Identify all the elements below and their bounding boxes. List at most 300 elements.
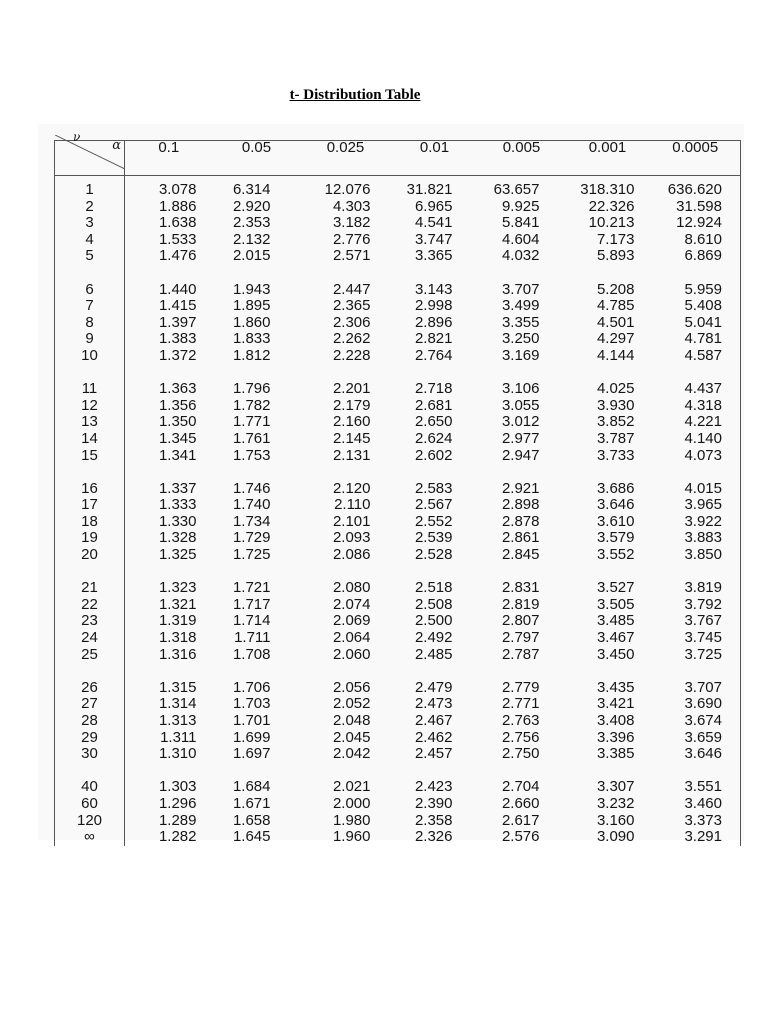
degrees-of-freedom-cell: 30 [55,746,125,763]
table-row [55,597,741,614]
critical-value-cell: 3.707 [651,680,741,697]
critical-value-cell: 2.131 [332,446,371,464]
critical-value-cell: 2.353 [232,214,271,232]
critical-value-cell: 3.435 [596,678,635,696]
critical-value-cell: 12.924 [651,215,741,232]
critical-value-cell: 318.310 [580,181,635,198]
critical-value-cell: 2.492 [414,629,453,647]
critical-value-cell: 3.291 [651,829,741,846]
critical-value-cell: 2.528 [414,546,453,564]
critical-value-cell: 31.821 [406,181,453,198]
critical-value-cell: 4.303 [332,197,371,215]
degrees-of-freedom-cell: 16 [55,481,125,498]
critical-value-cell: 2.921 [501,479,540,497]
table-row [55,282,741,299]
table-row [55,613,741,630]
table-row [55,176,741,199]
critical-value-cell: 2.776 [332,230,371,248]
critical-value-cell: 1.321 [158,595,197,613]
critical-value-cell: 3.485 [596,612,635,630]
degrees-of-freedom-cell: 14 [55,431,125,448]
critical-value-cell: 5.841 [501,214,540,232]
critical-value-cell: 1.717 [232,595,271,613]
table-body [55,176,741,846]
critical-value-cell: 3.232 [596,794,635,812]
critical-value-cell: 4.015 [651,481,741,498]
critical-value-cell: 3.355 [501,313,540,331]
critical-value-cell: 1.771 [232,413,271,431]
critical-value-cell: 2.423 [414,778,453,796]
critical-value-cell: 2.763 [501,712,540,729]
critical-value-cell: 3.307 [596,778,635,796]
critical-value-cell: 2.306 [332,313,371,331]
degrees-of-freedom-cell: 17 [55,497,125,514]
degrees-of-freedom-cell: 4 [55,232,125,249]
critical-value-cell: 1.383 [158,330,197,348]
critical-value-cell: 3.745 [651,630,741,647]
table-row [55,730,741,747]
critical-value-cell: 3.078 [158,181,197,198]
critical-value-cell: 4.297 [596,330,635,348]
critical-value-cell: 2.756 [501,728,540,746]
table-row [55,647,741,664]
critical-value-cell: 1.812 [232,346,271,364]
critical-value-cell: 3.787 [596,429,635,447]
critical-value-cell: 3.385 [596,745,635,763]
critical-value-cell: 2.021 [332,778,371,796]
table-row [55,414,741,431]
degrees-of-freedom-cell: 25 [55,647,125,664]
critical-value-cell: 2.390 [414,794,453,812]
table-row [55,497,741,514]
critical-value-cell: 2.878 [501,512,540,530]
degrees-of-freedom-cell: 22 [55,597,125,614]
critical-value-cell: 4.032 [501,247,540,265]
critical-value-cell: 7.173 [596,230,635,248]
critical-value-cell: 1.860 [232,313,271,331]
degrees-of-freedom-cell: 23 [55,613,125,630]
critical-value-cell: 2.797 [501,629,540,647]
critical-value-cell: 2.145 [332,429,371,447]
critical-value-cell: 3.055 [501,396,540,414]
critical-value-cell: 3.646 [596,496,635,514]
critical-value-cell: 22.326 [588,197,635,215]
critical-value-cell: 1.313 [158,712,197,729]
degrees-of-freedom-cell: 2 [55,199,125,216]
degrees-of-freedom-cell: 15 [55,448,125,465]
table-row [55,215,741,232]
group-spacer-row [55,663,741,680]
degrees-of-freedom-cell: 26 [55,680,125,697]
critical-value-cell: 4.221 [651,414,741,431]
table-row [55,514,741,531]
critical-value-cell: 1.782 [232,396,271,414]
critical-value-cell: 1.315 [158,678,197,696]
critical-value-cell: 5.893 [596,247,635,265]
critical-value-cell: 2.201 [332,380,371,398]
critical-value-cell: 3.725 [651,647,741,664]
critical-value-cell: 3.143 [414,280,453,298]
table-row [55,315,741,332]
alpha-header: 0.01 [391,135,479,170]
critical-value-cell: 3.610 [596,512,635,530]
critical-value-cell: 1.341 [158,446,197,464]
critical-value-cell: 3.965 [651,497,741,514]
critical-value-cell: 2.602 [414,446,453,464]
critical-value-cell: 2.052 [332,695,371,713]
critical-value-cell: 3.674 [651,713,741,730]
critical-value-cell: 1.684 [232,778,271,796]
critical-value-cell: 1.761 [232,429,271,447]
critical-value-cell: 2.861 [501,529,540,547]
table-row [55,348,741,365]
critical-value-cell: 1.701 [232,712,271,729]
critical-value-cell: 2.000 [332,794,371,812]
critical-value-cell: 3.819 [651,580,741,597]
table-row [55,199,741,216]
critical-value-cell: 3.852 [596,413,635,431]
critical-value-cell: 2.571 [332,247,371,265]
critical-value-cell: 1.706 [232,678,271,696]
critical-value-cell: 2.552 [414,512,453,530]
critical-value-cell: 1.282 [158,828,197,846]
critical-value-cell: 3.646 [651,746,741,763]
critical-value-cell: 4.318 [651,398,741,415]
critical-value-cell: 3.551 [651,779,741,796]
critical-value-cell: 1.289 [158,811,197,829]
degrees-of-freedom-cell: ∞ [55,829,125,846]
critical-value-cell: 1.699 [232,728,271,746]
critical-value-cell: 2.898 [501,496,540,514]
critical-value-cell: 1.363 [158,380,197,398]
critical-value-cell: 1.345 [158,429,197,447]
critical-value-cell: 2.704 [501,778,540,796]
critical-value-cell: 2.821 [414,330,453,348]
critical-value-cell: 4.144 [596,346,635,364]
critical-value-cell: 3.505 [596,595,635,613]
degrees-of-freedom-cell: 12 [55,398,125,415]
critical-value-cell: 2.787 [501,645,540,663]
critical-value-cell: 2.060 [332,645,371,663]
critical-value-cell: 3.747 [414,230,453,248]
critical-value-cell: 1.645 [232,828,271,846]
critical-value-cell: 3.090 [596,828,635,846]
critical-value-cell: 2.624 [414,429,453,447]
degrees-of-freedom-cell: 11 [55,381,125,398]
critical-value-cell: 4.140 [651,431,741,448]
critical-value-cell: 1.319 [158,612,197,630]
table-row [55,481,741,498]
critical-value-cell: 3.396 [596,728,635,746]
table-row [55,298,741,315]
table-row [55,398,741,415]
degrees-of-freedom-cell: 8 [55,315,125,332]
critical-value-cell: 4.501 [596,313,635,331]
critical-value-cell: 2.807 [501,612,540,630]
table-row [55,381,741,398]
critical-value-cell: 1.746 [232,479,271,497]
critical-value-cell: 2.947 [501,446,540,464]
alpha-header: 0.025 [301,135,391,170]
critical-value-cell: 6.314 [232,181,271,198]
critical-value-cell: 1.337 [158,479,197,497]
critical-value-cell: 2.998 [414,297,453,315]
group-spacer-row [55,763,741,780]
alpha-header: 0.001 [565,135,651,170]
critical-value-cell: 1.323 [158,579,197,597]
alpha-header: 0.0005 [651,135,741,170]
critical-value-cell: 3.499 [501,297,540,315]
critical-value-cell: 2.074 [332,595,371,613]
critical-value-cell: 2.080 [332,579,371,597]
degrees-of-freedom-cell: 40 [55,779,125,796]
critical-value-cell: 3.733 [596,446,635,464]
table-row [55,713,741,730]
critical-value-cell: 1.697 [232,745,271,763]
critical-value-cell: 1.476 [158,247,197,265]
table-row [55,232,741,249]
group-spacer-row [55,265,741,282]
degrees-of-freedom-cell: 10 [55,348,125,365]
critical-value-cell: 2.518 [414,579,453,597]
alpha-symbol: α [112,138,121,153]
critical-value-cell: 2.660 [501,794,540,812]
critical-value-cell: 1.708 [232,645,271,663]
critical-value-cell: 2.358 [414,811,453,829]
t-distribution-table [54,130,741,846]
critical-value-cell: 1.895 [232,297,271,315]
critical-value-cell: 2.764 [414,346,453,364]
degrees-of-freedom-cell: 6 [55,282,125,299]
critical-value-cell: 2.110 [334,496,371,514]
critical-value-cell: 2.086 [332,546,371,564]
critical-value-cell: 1.711 [234,629,271,647]
critical-value-cell: 2.015 [232,247,271,265]
critical-value-cell: 10.213 [588,214,635,232]
critical-value-cell: 2.457 [414,745,453,763]
critical-value-cell: 2.771 [501,695,540,713]
critical-value-cell: 3.408 [596,712,635,729]
critical-value-cell: 3.767 [651,613,741,630]
critical-value-cell: 2.045 [332,728,371,746]
critical-value-cell: 1.734 [232,512,271,530]
degrees-of-freedom-cell: 18 [55,514,125,531]
critical-value-cell: 3.659 [651,730,741,747]
critical-value-cell: 4.073 [651,448,741,465]
critical-value-cell: 1.960 [332,828,371,846]
critical-value-cell: 2.326 [414,828,453,846]
degrees-of-freedom-cell: 29 [55,730,125,747]
critical-value-cell: 4.541 [414,214,453,232]
alpha-header: 0.005 [479,135,565,170]
critical-value-cell: 3.467 [596,629,635,647]
table-row [55,680,741,697]
table-row [55,829,741,846]
critical-value-cell: 3.373 [651,813,741,830]
critical-value-cell: 3.707 [501,280,540,298]
critical-value-cell: 2.179 [332,396,371,414]
critical-value-cell: 4.025 [596,380,635,398]
critical-value-cell: 3.792 [651,597,741,614]
critical-value-cell: 5.408 [651,298,741,315]
critical-value-cell: 1.330 [158,512,197,530]
critical-value-cell: 1.721 [232,579,271,597]
page-title: t- Distribution Table [289,87,421,103]
critical-value-cell: 2.101 [332,512,371,530]
critical-value-cell: 1.725 [232,546,271,564]
critical-value-cell: 2.228 [332,346,371,364]
critical-value-cell: 2.365 [332,297,371,315]
critical-value-cell: 2.262 [332,330,371,348]
degrees-of-freedom-cell: 120 [55,813,125,830]
table-row [55,530,741,547]
group-spacer-row [55,564,741,581]
critical-value-cell: 2.473 [414,695,453,713]
critical-value-cell: 3.922 [651,514,741,531]
critical-value-cell: 1.397 [158,313,197,331]
critical-value-cell: 1.833 [232,330,271,348]
critical-value-cell: 3.169 [501,346,540,364]
critical-value-cell: 4.587 [651,348,741,365]
critical-value-cell: 2.576 [501,828,540,846]
critical-value-cell: 1.325 [158,546,197,564]
table-row [55,248,741,265]
degrees-of-freedom-cell: 7 [55,298,125,315]
critical-value-cell: 2.750 [501,745,540,763]
degrees-of-freedom-cell: 27 [55,696,125,713]
critical-value-cell: 1.714 [232,612,271,630]
critical-value-cell: 3.450 [596,645,635,663]
table-row [55,796,741,813]
critical-value-cell: 6.965 [414,197,453,215]
critical-value-cell: 2.056 [332,678,371,696]
alpha-header: 0.1 [125,135,213,170]
critical-value-cell: 1.310 [158,745,197,763]
critical-value-cell: 2.042 [332,745,371,763]
degrees-of-freedom-cell: 5 [55,248,125,265]
critical-value-cell: 2.567 [414,496,453,514]
critical-value-cell: 2.779 [501,678,540,696]
critical-value-cell: 1.740 [232,496,271,514]
critical-value-cell: 1.658 [232,811,271,829]
critical-value-cell: 2.132 [232,230,271,248]
critical-value-cell: 3.365 [414,247,453,265]
critical-value-cell: 2.819 [501,595,540,613]
critical-value-cell: 4.785 [596,297,635,315]
critical-value-cell: 1.703 [232,695,271,713]
critical-value-cell: 5.208 [596,280,635,298]
critical-value-cell: 3.579 [596,529,635,547]
critical-value-cell: 9.925 [501,197,540,215]
critical-value-cell: 2.479 [414,678,453,696]
table-row [55,696,741,713]
degrees-of-freedom-cell: 1 [55,176,125,199]
degrees-of-freedom-cell: 19 [55,530,125,547]
table-row [55,630,741,647]
critical-value-cell: 3.421 [596,695,635,713]
critical-value-cell: 3.160 [596,811,635,829]
critical-value-cell: 2.500 [414,612,453,630]
critical-value-cell: 1.753 [232,446,271,464]
critical-value-cell: 63.657 [493,181,540,198]
group-spacer-row [55,365,741,382]
degrees-of-freedom-cell: 20 [55,547,125,564]
degrees-of-freedom-cell: 13 [55,414,125,431]
critical-value-cell: 1.533 [158,230,197,248]
critical-value-cell: 2.617 [501,811,540,829]
critical-value-cell: 1.415 [158,297,197,315]
critical-value-cell: 1.671 [232,794,271,812]
critical-value-cell: 6.869 [651,248,741,265]
critical-value-cell: 3.182 [332,214,371,232]
critical-value-cell: 2.650 [414,413,453,431]
critical-value-cell: 2.896 [414,313,453,331]
critical-value-cell: 12.076 [324,181,371,198]
critical-value-cell: 1.333 [158,496,197,514]
critical-value-cell: 4.781 [651,331,741,348]
degrees-of-freedom-cell: 60 [55,796,125,813]
critical-value-cell: 1.886 [158,197,197,215]
critical-value-cell: 2.539 [414,529,453,547]
critical-value-cell: 1.943 [232,280,271,298]
alpha-header: 0.05 [213,135,301,170]
critical-value-cell: 3.686 [596,479,635,497]
critical-value-cell: 4.437 [651,381,741,398]
degrees-of-freedom-cell: 24 [55,630,125,647]
critical-value-cell: 8.610 [651,232,741,249]
critical-value-cell: 3.690 [651,696,741,713]
group-spacer-row [55,464,741,481]
critical-value-cell: 2.718 [414,380,453,398]
critical-value-cell: 2.093 [332,529,371,547]
critical-value-cell: 2.583 [414,479,453,497]
critical-value-cell: 2.048 [332,712,371,729]
degrees-of-freedom-cell: 28 [55,713,125,730]
critical-value-cell: 1.296 [158,794,197,812]
table-row [55,813,741,830]
critical-value-cell: 3.012 [501,413,540,431]
critical-value-cell: 1.980 [332,811,371,829]
critical-value-cell: 3.850 [651,547,741,564]
critical-value-cell: 1.328 [158,529,197,547]
critical-value-cell: 1.318 [158,629,197,647]
critical-value-cell: 3.250 [501,330,540,348]
critical-value-cell: 5.959 [651,282,741,299]
critical-value-cell: 3.106 [501,380,540,398]
corner-cell [55,130,125,170]
critical-value-cell: 3.460 [651,796,741,813]
critical-value-cell: 636.620 [651,176,741,199]
table-row [55,580,741,597]
critical-value-cell: 2.120 [332,479,371,497]
critical-value-cell: 1.372 [158,346,197,364]
critical-value-cell: 5.041 [651,315,741,332]
critical-value-cell: 2.447 [332,280,371,298]
critical-value-cell: 2.069 [332,612,371,630]
critical-value-cell: 3.552 [596,546,635,564]
alpha-header-row [55,141,741,176]
critical-value-cell: 1.729 [232,529,271,547]
critical-value-cell: 4.604 [501,230,540,248]
critical-value-cell: 3.883 [651,530,741,547]
critical-value-cell: 2.681 [414,396,453,414]
critical-value-cell: 2.920 [232,197,271,215]
critical-value-cell: 2.064 [332,629,371,647]
critical-value-cell: 2.485 [414,645,453,663]
critical-value-cell: 3.930 [596,396,635,414]
table-row [55,746,741,763]
critical-value-cell: 2.845 [501,546,540,564]
